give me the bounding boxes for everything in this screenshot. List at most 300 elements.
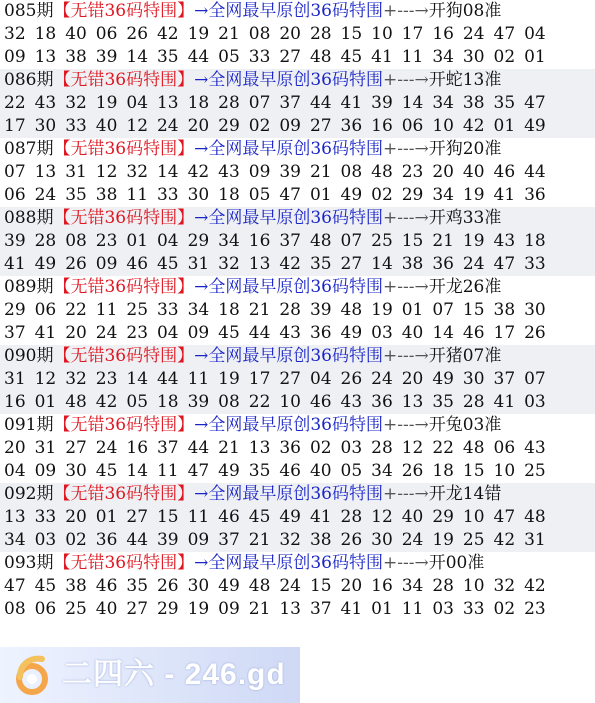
dash-arrow: +---→ [382, 1, 429, 21]
number-cell: 49 [340, 323, 363, 343]
number-cell: 38 [493, 300, 516, 320]
arrow-icon: → [194, 415, 209, 435]
number-cell: 20 [65, 507, 87, 527]
result-text: 开蛇13准 [428, 70, 502, 90]
number-cell: 38 [65, 47, 87, 67]
issue-block [0, 0, 595, 69]
issue-title: 无错36码特围 [70, 484, 178, 504]
title-right-bracket: 】 [177, 553, 195, 573]
number-cell: 24 [95, 323, 118, 343]
number-cell: 37 [309, 599, 332, 619]
number-cell: 22 [65, 300, 87, 320]
issue-title: 无错36码特围 [70, 208, 178, 228]
number-cell: 19 [371, 300, 393, 320]
number-cell: 04 [156, 323, 179, 343]
arrow-icon: → [194, 70, 209, 90]
number-cell: 08 [218, 392, 240, 412]
result-text: 开龙14错 [428, 484, 502, 504]
number-cell: 22 [432, 438, 454, 458]
issue-header [0, 483, 595, 506]
number-cell: 10 [432, 116, 454, 136]
title-left-bracket: 【 [53, 346, 71, 366]
number-cell: 03 [524, 392, 546, 412]
number-cell: 01 [401, 300, 424, 320]
title-right-bracket: 】 [177, 70, 195, 90]
number-cell: 20 [279, 24, 301, 44]
number-cell: 49 [279, 507, 301, 527]
title-right-bracket: 】 [177, 208, 195, 228]
issue-header [0, 0, 595, 23]
number-cell: 11 [187, 369, 210, 389]
number-cell: 48 [309, 47, 332, 67]
number-cell: 02 [371, 185, 393, 205]
number-cell: 11 [401, 599, 424, 619]
dash-arrow: +---→ [382, 484, 429, 504]
dash-arrow: +---→ [382, 70, 429, 90]
number-cell: 14 [126, 461, 149, 481]
number-cell: 36 [309, 323, 332, 343]
number-cell: 45 [156, 254, 179, 274]
number-cell: 07 [340, 231, 363, 251]
number-cell: 16 [126, 438, 149, 458]
result-text: 开猪07准 [428, 346, 502, 366]
number-cell: 18 [432, 461, 454, 481]
number-cell: 09 [187, 323, 210, 343]
number-cell: 28 [432, 576, 454, 596]
number-cell: 26 [340, 369, 363, 389]
number-cell: 49 [218, 576, 240, 596]
issue-number: 085期 [4, 1, 54, 21]
promo-text: 全网最早原创36码特围 [208, 70, 383, 90]
number-cell: 38 [309, 530, 332, 550]
title-left-bracket: 【 [53, 208, 71, 228]
number-cell: 11 [187, 507, 210, 527]
number-cell: 42 [462, 116, 485, 136]
number-cell: 05 [340, 461, 363, 481]
number-cell: 41 [340, 599, 363, 619]
number-cell: 22 [4, 93, 26, 113]
dash-arrow: +---→ [382, 277, 429, 297]
title-right-bracket: 】 [177, 346, 195, 366]
title-left-bracket: 【 [53, 415, 71, 435]
number-cell: 03 [371, 323, 393, 343]
number-cell: 37 [156, 438, 179, 458]
number-cell: 34 [218, 231, 240, 251]
number-cell: 34 [432, 185, 454, 205]
dash-arrow: +---→ [382, 346, 429, 366]
number-cell: 02 [248, 116, 271, 136]
number-cell: 02 [493, 599, 516, 619]
number-cell: 01 [493, 116, 516, 136]
number-cell: 38 [95, 185, 118, 205]
number-cell: 32 [65, 93, 87, 113]
dash-arrow: +---→ [382, 208, 429, 228]
number-cell: 48 [524, 507, 546, 527]
number-cell: 06 [34, 599, 57, 619]
number-cell: 12 [371, 507, 393, 527]
number-cell: 30 [187, 576, 210, 596]
number-cell: 09 [279, 116, 301, 136]
number-cell: 06 [95, 24, 118, 44]
promo-text: 全网最早原创36码特围 [208, 415, 383, 435]
number-cell: 24 [401, 530, 424, 550]
number-cell: 47 [524, 93, 546, 113]
number-cell: 10 [279, 392, 301, 412]
number-cell: 38 [462, 93, 485, 113]
number-cell: 02 [309, 438, 332, 458]
number-cell: 36 [371, 392, 393, 412]
number-cell: 01 [95, 507, 118, 527]
promo-text: 全网最早原创36码特围 [208, 1, 383, 21]
number-cell: 37 [4, 323, 26, 343]
number-cell: 45 [95, 461, 118, 481]
number-cell: 45 [248, 507, 271, 527]
number-cell: 10 [371, 24, 393, 44]
number-cell: 19 [187, 599, 210, 619]
number-cell: 03 [432, 599, 454, 619]
number-cell: 49 [524, 116, 546, 136]
number-cell: 27 [340, 254, 363, 274]
number-cell: 21 [248, 599, 271, 619]
six-swirl-logo-icon [10, 653, 54, 697]
issue-title: 无错36码特围 [70, 415, 178, 435]
issue-block [0, 207, 595, 276]
number-cell: 06 [493, 438, 516, 458]
number-cell: 21 [248, 300, 271, 320]
number-cell: 24 [462, 254, 485, 274]
number-cell: 10 [462, 507, 485, 527]
number-cell: 04 [4, 461, 26, 481]
number-cell: 40 [65, 24, 87, 44]
brand-text: 二四六 - 246.gd [62, 658, 286, 691]
title-right-bracket: 】 [177, 415, 195, 435]
number-cell: 31 [65, 162, 87, 182]
number-cell: 01 [524, 47, 546, 67]
number-cell: 14 [371, 254, 393, 274]
number-cell: 16 [248, 231, 271, 251]
number-cell: 45 [34, 576, 57, 596]
number-cell: 46 [218, 507, 240, 527]
number-cell: 32 [4, 24, 26, 44]
number-cell: 48 [309, 231, 332, 251]
number-cell: 35 [309, 254, 332, 274]
number-cell: 39 [309, 300, 332, 320]
number-row-2 [0, 253, 595, 276]
number-cell: 25 [65, 599, 87, 619]
issue-title: 无错36码特围 [70, 346, 178, 366]
number-cell: 40 [401, 507, 424, 527]
issue-title: 无错36码特围 [70, 277, 178, 297]
promo-text: 全网最早原创36码特围 [208, 208, 383, 228]
number-cell: 15 [401, 231, 424, 251]
number-cell: 09 [187, 530, 210, 550]
number-cell: 04 [156, 231, 179, 251]
number-cell: 44 [156, 369, 179, 389]
number-cell: 26 [340, 530, 363, 550]
number-cell: 43 [524, 438, 546, 458]
number-cell: 28 [462, 392, 485, 412]
number-cell: 25 [462, 530, 485, 550]
arrow-icon: → [194, 139, 209, 159]
number-cell: 27 [279, 47, 301, 67]
number-cell: 36 [95, 530, 118, 550]
number-cell: 19 [187, 24, 210, 44]
title-left-bracket: 【 [53, 139, 71, 159]
arrow-icon: → [194, 208, 209, 228]
number-cell: 13 [248, 438, 271, 458]
number-cell: 49 [218, 461, 240, 481]
number-cell: 29 [218, 116, 240, 136]
number-cell: 24 [371, 369, 393, 389]
issue-number: 093期 [4, 553, 54, 573]
number-cell: 30 [371, 530, 393, 550]
number-cell: 10 [462, 576, 485, 596]
number-cell: 08 [4, 599, 26, 619]
number-cell: 49 [340, 185, 363, 205]
number-cell: 46 [309, 392, 332, 412]
number-cell: 30 [187, 185, 210, 205]
number-cell: 49 [34, 254, 57, 274]
number-cell: 09 [218, 599, 240, 619]
title-right-bracket: 】 [177, 1, 195, 21]
number-cell: 10 [493, 461, 516, 481]
number-row-2 [0, 322, 595, 345]
number-cell: 07 [432, 300, 454, 320]
number-cell: 41 [493, 185, 516, 205]
number-cell: 13 [401, 392, 424, 412]
number-cell: 33 [65, 116, 87, 136]
number-cell: 14 [401, 93, 424, 113]
number-cell: 09 [34, 461, 57, 481]
number-cell: 35 [126, 576, 149, 596]
number-cell: 35 [493, 93, 516, 113]
number-cell: 38 [65, 576, 87, 596]
number-cell: 08 [340, 162, 363, 182]
number-cell: 26 [401, 461, 424, 481]
number-cell: 18 [34, 24, 57, 44]
number-cell: 42 [279, 254, 301, 274]
number-cell: 28 [34, 231, 57, 251]
number-cell: 25 [524, 461, 546, 481]
issue-title: 无错36码特围 [70, 553, 178, 573]
number-cell: 13 [34, 47, 57, 67]
number-cell: 17 [401, 24, 424, 44]
number-row-2 [0, 184, 595, 207]
number-cell: 40 [95, 599, 118, 619]
number-cell: 47 [493, 507, 516, 527]
number-cell: 28 [340, 507, 363, 527]
number-cell: 20 [401, 369, 424, 389]
promo-text: 全网最早原创36码特围 [208, 553, 383, 573]
number-cell: 24 [34, 185, 57, 205]
number-cell: 18 [187, 93, 210, 113]
number-row-1 [0, 506, 595, 529]
title-left-bracket: 【 [53, 70, 71, 90]
issue-block [0, 414, 595, 483]
number-cell: 40 [462, 162, 485, 182]
number-cell: 05 [126, 392, 149, 412]
issue-header [0, 345, 595, 368]
number-cell: 36 [524, 185, 546, 205]
number-cell: 24 [462, 24, 485, 44]
arrow-icon: → [194, 1, 209, 21]
arrow-icon: → [194, 484, 209, 504]
number-cell: 14 [432, 323, 454, 343]
number-row-2 [0, 529, 595, 552]
number-cell: 41 [4, 254, 26, 274]
number-cell: 46 [279, 461, 301, 481]
number-cell: 40 [95, 116, 118, 136]
number-cell: 48 [371, 162, 393, 182]
number-cell: 39 [95, 47, 118, 67]
result-text: 开狗20准 [428, 139, 502, 159]
dash-arrow: +---→ [382, 553, 429, 573]
number-cell: 42 [524, 576, 546, 596]
number-cell: 08 [65, 231, 87, 251]
number-cell: 23 [95, 369, 118, 389]
number-cell: 21 [248, 530, 271, 550]
number-cell: 19 [218, 369, 240, 389]
number-cell: 33 [156, 185, 179, 205]
issue-block [0, 483, 595, 552]
number-cell: 45 [218, 323, 240, 343]
number-cell: 20 [65, 323, 87, 343]
number-cell: 26 [524, 323, 546, 343]
number-cell: 14 [156, 162, 179, 182]
number-cell: 34 [432, 93, 454, 113]
number-cell: 29 [432, 507, 454, 527]
number-cell: 43 [218, 162, 240, 182]
issue-header [0, 69, 595, 92]
number-cell: 31 [34, 438, 57, 458]
result-text: 开兔03准 [428, 415, 502, 435]
number-cell: 07 [4, 162, 26, 182]
result-text: 开狗08准 [428, 1, 502, 21]
number-cell: 36 [340, 116, 363, 136]
number-cell: 34 [401, 576, 424, 596]
title-right-bracket: 】 [177, 484, 195, 504]
number-cell: 28 [279, 300, 301, 320]
issue-number: 092期 [4, 484, 54, 504]
title-left-bracket: 【 [53, 484, 71, 504]
number-cell: 01 [34, 392, 57, 412]
number-cell: 13 [248, 254, 271, 274]
number-cell: 32 [279, 530, 301, 550]
number-cell: 44 [187, 47, 210, 67]
issue-number: 089期 [4, 277, 54, 297]
number-cell: 35 [156, 47, 179, 67]
number-cell: 39 [156, 530, 179, 550]
number-row-1 [0, 23, 595, 46]
number-cell: 47 [493, 254, 516, 274]
issue-number: 088期 [4, 208, 54, 228]
title-right-bracket: 】 [177, 277, 195, 297]
number-row-2 [0, 391, 595, 414]
result-text: 开龙26准 [428, 277, 502, 297]
number-cell: 30 [524, 300, 546, 320]
number-cell: 47 [4, 576, 26, 596]
number-cell: 37 [279, 93, 301, 113]
number-cell: 22 [248, 392, 271, 412]
number-cell: 46 [493, 162, 516, 182]
number-cell: 14 [126, 369, 149, 389]
number-cell: 05 [218, 47, 240, 67]
number-cell: 44 [126, 530, 149, 550]
number-cell: 16 [4, 392, 26, 412]
number-cell: 43 [340, 392, 363, 412]
number-row-1 [0, 575, 595, 598]
number-row-1 [0, 368, 595, 391]
number-cell: 01 [371, 599, 393, 619]
number-cell: 33 [34, 507, 57, 527]
number-cell: 30 [462, 369, 485, 389]
number-cell: 28 [309, 24, 332, 44]
result-text: 开00准 [428, 553, 485, 573]
number-cell: 04 [126, 93, 149, 113]
issue-header [0, 414, 595, 437]
number-cell: 44 [309, 93, 332, 113]
number-row-2 [0, 460, 595, 483]
number-cell: 25 [371, 231, 393, 251]
issue-number: 090期 [4, 346, 54, 366]
number-cell: 13 [156, 93, 179, 113]
number-cell: 33 [156, 300, 179, 320]
number-cell: 01 [126, 231, 149, 251]
number-cell: 46 [126, 254, 149, 274]
number-cell: 29 [4, 300, 26, 320]
number-cell: 35 [65, 185, 87, 205]
number-cell: 15 [462, 461, 485, 481]
number-row-1 [0, 92, 595, 115]
number-cell: 36 [432, 254, 454, 274]
number-cell: 24 [156, 116, 179, 136]
number-cell: 41 [493, 392, 516, 412]
number-cell: 34 [371, 461, 393, 481]
number-cell: 14 [126, 47, 149, 67]
number-cell: 12 [126, 116, 149, 136]
promo-text: 全网最早原创36码特围 [208, 346, 383, 366]
number-cell: 11 [156, 461, 179, 481]
number-cell: 30 [34, 116, 57, 136]
promo-text: 全网最早原创36码特围 [208, 484, 383, 504]
number-cell: 33 [524, 254, 546, 274]
number-cell: 12 [95, 162, 118, 182]
number-cell: 45 [340, 47, 363, 67]
number-cell: 11 [401, 47, 424, 67]
number-cell: 33 [462, 599, 485, 619]
arrow-icon: → [194, 277, 209, 297]
issue-block [0, 552, 595, 621]
promo-text: 全网最早原创36码特围 [208, 277, 383, 297]
number-cell: 40 [401, 323, 424, 343]
number-cell: 39 [187, 392, 210, 412]
number-cell: 32 [218, 254, 240, 274]
issue-header [0, 276, 595, 299]
number-row-2 [0, 46, 595, 69]
number-cell: 06 [401, 116, 424, 136]
number-cell: 34 [432, 47, 454, 67]
number-cell: 44 [248, 323, 271, 343]
dash-arrow: +---→ [382, 139, 429, 159]
number-cell: 41 [309, 507, 332, 527]
result-text: 开鸡33准 [428, 208, 502, 228]
number-cell: 46 [95, 576, 118, 596]
number-cell: 28 [371, 438, 393, 458]
number-row-1 [0, 437, 595, 460]
number-cell: 30 [462, 47, 485, 67]
number-cell: 44 [524, 162, 546, 182]
number-cell: 13 [4, 507, 26, 527]
